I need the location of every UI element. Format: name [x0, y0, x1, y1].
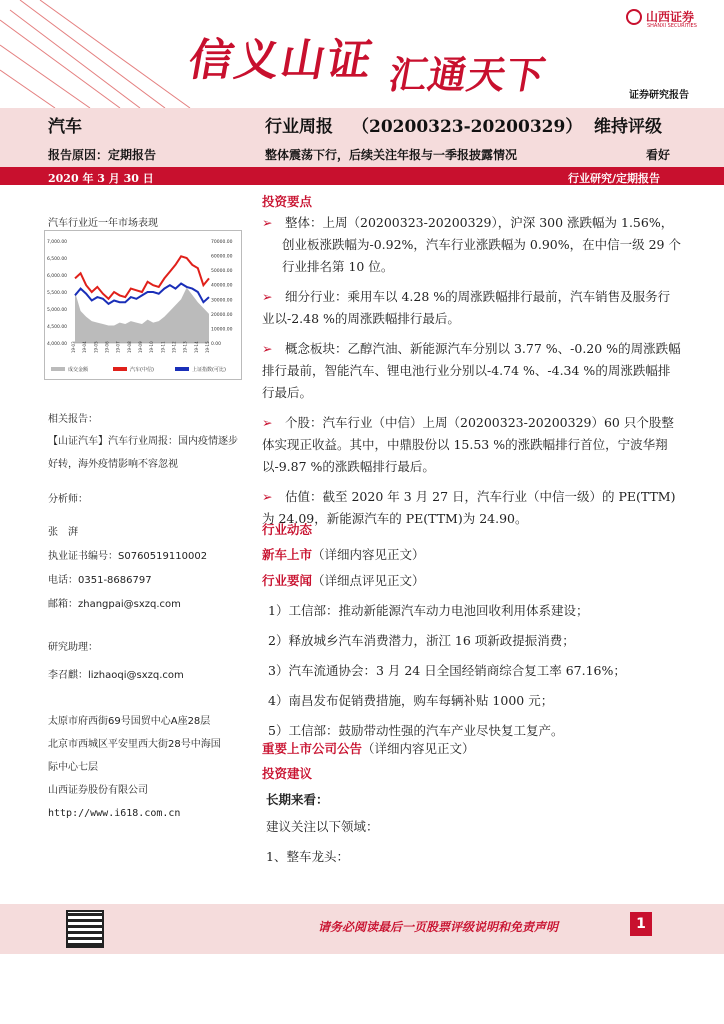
- x-tick-label: 19-07: [115, 341, 121, 353]
- logo-cn: 山西证券: [646, 10, 695, 24]
- x-tick-label: 19-05: [93, 341, 99, 353]
- slogan-a: 信义山证: [184, 35, 378, 86]
- news-heading: 行业要闻（详细点评见正文）: [262, 573, 425, 588]
- right-tick-label: 30000.00: [211, 298, 233, 304]
- point-stocks: ➢ 个股：汽车行业（中信）上周（20200323-20200329）60 只个股整体实现正收益。其中，中鼎股份以 15.53 %的涨跌幅排行首位，宁波华翔以-9.87 %的涨跌幅排行最后。: [262, 415, 674, 474]
- point-valuation: ➢ 估值：截至 2020 年 3 月 27 日，汽车行业（中信一级）的 PE(TTM)为 24.09，新能源汽车的 PE(TTM)为 24.90。: [262, 489, 676, 526]
- news-item: 1）工信部：推动新能源汽车动力电池回收利用体系建设；: [268, 603, 589, 618]
- chart-frame: [44, 230, 242, 380]
- related-report[interactable]: 【山证汽车】汽车行业周报：国内疫情逐步好转，海外疫情影响不容忽视: [48, 436, 238, 470]
- advice-2: 1、整车龙头：: [266, 849, 349, 864]
- dyn-title: 行业动态: [262, 522, 313, 537]
- left-tick-label: 4,500.00: [47, 325, 68, 330]
- slogan-b: 汇通天下: [385, 53, 550, 97]
- long-term: 长期来看：: [266, 792, 329, 807]
- legend-label: 汽车(中信): [130, 367, 154, 373]
- market-chart: [45, 231, 241, 379]
- arrow-icon: ➢: [262, 489, 273, 504]
- point-segment: ➢ 细分行业：乘用车以 4.28 %的周涨跌幅排行最前，汽车销售及服务行业以-2.48 %的周涨跌幅排行最后。: [262, 289, 671, 326]
- cert-number: 执业证书编号：S0760519110002: [48, 551, 208, 562]
- address-beijing-2: 际中心七层: [48, 762, 98, 773]
- invest-points: [262, 212, 682, 530]
- address-beijing-1: 北京市西城区平安里西大街28号中海国: [48, 739, 221, 750]
- related-label: 相关报告：: [48, 414, 98, 425]
- arrow-icon: ➢: [262, 415, 273, 430]
- assistant-label: 研究助理：: [48, 642, 98, 653]
- report-kind: 行业周报: [265, 117, 333, 137]
- x-tick-label: 19-04: [82, 341, 88, 353]
- assistant[interactable]: 李召麒：lizhaoqi@sxzq.com: [48, 670, 184, 681]
- x-tick-label: 19-09: [138, 341, 143, 353]
- analyst-label: 分析师：: [48, 494, 88, 505]
- chart-title: 汽车行业近一年市场表现: [48, 218, 158, 229]
- right-tick-label: 20000.00: [211, 312, 233, 318]
- period: （20200323-20200329）: [352, 117, 583, 137]
- x-tick-label: 19-06: [104, 341, 110, 353]
- headline: 整体震荡下行，后续关注年报与一季报披露情况: [265, 148, 518, 162]
- date: 2020 年 3 月 30 日: [48, 172, 154, 185]
- legend-swatch: [51, 367, 65, 371]
- news-list: [268, 596, 626, 746]
- legend-label: 上证指数(可比): [192, 367, 226, 373]
- left-tick-label: 4,000.00: [47, 342, 68, 347]
- page-number: 1: [630, 912, 652, 936]
- point-concept: ➢ 概念板块：乙醇汽油、新能源汽车分别以 3.77 %、-0.20 %的周涨跌幅排行最前，智能汽车、锂电池行业分别以-4.74 %、-4.34 %的周涨跌幅排行最后。: [262, 341, 681, 400]
- arrow-icon: ➢: [262, 341, 273, 356]
- arrow-icon: ➢: [262, 289, 273, 304]
- arrow-icon: ➢: [262, 215, 273, 230]
- qr-code-icon: [66, 910, 104, 948]
- news-item: 4）南昌发布促销费措施，购车每辆补贴 1000 元；: [268, 693, 554, 708]
- x-tick-label: 19-10: [149, 341, 155, 353]
- left-tick-label: 5,500.00: [47, 291, 68, 296]
- advice-title: 投资建议: [262, 766, 313, 781]
- x-tick-label: 19-08: [126, 341, 132, 353]
- disclaimer[interactable]: 请务必阅读最后一页股票评级说明和免责声明: [318, 920, 559, 934]
- category: 行业研究/定期报告: [568, 172, 661, 185]
- website[interactable]: http://www.i618.com.cn: [48, 808, 181, 819]
- sector: 汽车: [48, 117, 82, 137]
- x-tick-label: 19-15: [205, 341, 210, 353]
- decorative-lines: [0, 0, 200, 108]
- news-item: 3）汽车流通协会：3 月 24 日全国经销商综合复工率 67.16%；: [268, 663, 626, 678]
- left-tick-label: 6,500.00: [47, 257, 68, 262]
- rating: 维持评级: [594, 117, 662, 137]
- right-tick-label: 60000.00: [211, 254, 233, 260]
- right-tick-label: 10000.00: [211, 327, 233, 333]
- banner: [0, 0, 724, 108]
- left-tick-label: 7,000.00: [47, 240, 68, 245]
- right-tick-label: 50000.00: [211, 269, 233, 275]
- legend-swatch: [175, 367, 189, 371]
- phone: 电话：0351-8686797: [48, 575, 152, 586]
- address-taiyuan: 太原市府西街69号国贸中心A座28层: [48, 716, 211, 727]
- news-item: 5）工信部：鼓励带动性强的汽车产业尽快复工复产。: [268, 723, 564, 738]
- x-tick-label: 19-11: [160, 341, 166, 353]
- report-type: 证券研究报告: [629, 90, 689, 101]
- right-tick-label: 0.00: [211, 342, 222, 347]
- news-item: 2）释放城乡汽车消费潜力，浙江 16 项新政提振消费；: [268, 633, 575, 648]
- report-reason: 报告原因：定期报告: [48, 148, 157, 162]
- x-tick-label: 19-12: [171, 341, 177, 353]
- newcar: 新车上市（详细内容见正文）: [262, 547, 425, 562]
- legend-label: 成交金额: [68, 367, 89, 373]
- x-tick-label: 19-13: [182, 341, 188, 353]
- invest-title: 投资要点: [262, 194, 313, 209]
- outlook: 看好: [646, 148, 671, 162]
- logo-en: SHANXI SECURITIES: [647, 23, 697, 29]
- logo-icon: [626, 9, 642, 25]
- point-overall: ➢ 整体：上周（20200323-20200329），沪深 300 涨跌幅为 1.56%，创业板涨跌幅为-0.92%，汽车行业涨跌幅为 0.90%，在中信一级 29 个行业排名第 10 位。: [262, 215, 681, 274]
- analyst-name: 张 湃: [48, 527, 78, 538]
- right-tick-label: 70000.00: [211, 240, 233, 245]
- left-tick-label: 5,000.00: [47, 308, 68, 313]
- email[interactable]: 邮箱：zhangpai@sxzq.com: [48, 599, 181, 610]
- right-tick-label: 40000.00: [211, 283, 233, 289]
- company: 山西证券股份有限公司: [48, 785, 148, 796]
- announcements: 重要上市公司公告（详细内容见正文）: [262, 741, 475, 756]
- legend-swatch: [113, 367, 127, 371]
- x-tick-label: 19-03: [71, 341, 76, 353]
- advice-1: 建议关注以下领域：: [266, 819, 379, 834]
- left-tick-label: 6,000.00: [47, 274, 68, 279]
- x-tick-label: 19-14: [193, 341, 199, 353]
